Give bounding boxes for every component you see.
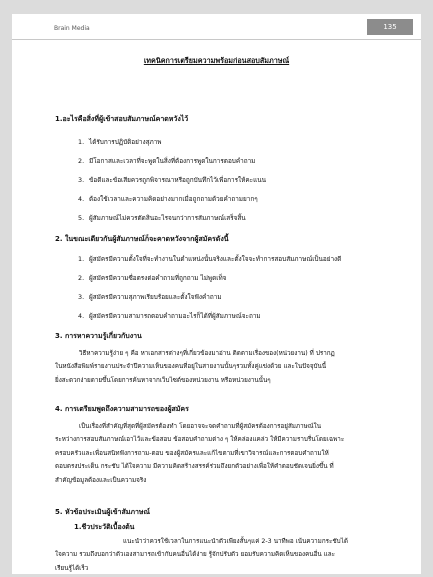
paragraph-line: ในหนังสือพิมพ์รายงานประจำปีความเห็นของคนที่อยู่ในสายงานนั้นๆรวมทั้งคู่แข่งด้วย และในปัจจุบันนี้ [55, 363, 327, 371]
paragraph-line: ยิ่งสะดวกง่ายดายขึ้นโดยการค้นหาจากเว็บไซต์ของหน่วยงาน หรือหน่วยงานนั้นๆ [55, 376, 271, 384]
section-5-heading: 5. หัวข้อประเมินผู้เข้าสัมภาษณ์ [55, 508, 151, 516]
list-item: 2. ผู้สมัครมีความซื่อตรงต่อคำถามที่ถูกถาม ไม่พูดเท็จ [78, 274, 227, 282]
section-4-heading: 4. การเตรียมพูดถึงความสามารถของผู้สมัคร [55, 405, 189, 413]
list-item: 2. มีโอกาสและเวลาที่จะพูดในสิ่งที่ต้องการพูดในการตอบคำถาม [78, 157, 256, 165]
page-header [12, 14, 421, 40]
list-item: 3. ข้อดีและข้อเสียควรถูกพิจารณาหรือถูกบันทึกไว้เพื่อการให้คะแนน [78, 176, 266, 184]
paragraph-line: แนะนำว่าควรใช้เวลาในการแนะนำตัวเพียงสั้นๆแค่ 2-3 นาทีพอ เน้นความกระชับได้ [123, 538, 348, 545]
page-number-badge: 135 [367, 19, 413, 35]
section-3-paragraph [55, 347, 385, 387]
section-2-heading: 2. ในขณะเดียวกันผู้สัมภาษณ์ก็จะคาดหวังจากผู้สมัครดังนี้ [55, 235, 229, 243]
paragraph-line: ตอบตรงประเด็น กระชับ ได้ใจความ มีความคิดสร้างสรรค์ร่วมถึงยกตัวอย่างเพื่อให้คำตอบชัดเจนยิ่งขึ้น ที่ [55, 463, 334, 471]
list-item: 3. ผู้สมัครมีความสุภาพเรียบร้อยและตั้งใจฟังคำถาม [78, 293, 222, 301]
list-item: 1. ได้รับการปฏิบัติอย่างสุภาพ [78, 138, 162, 146]
paragraph-line: เรียนรู้ได้เร็ว [55, 564, 89, 572]
section-5-subheading: 1.ชีวประวัติเบื้องต้น [74, 523, 135, 531]
list-item: 1. ผู้สมัครมีความตั้งใจที่จะทำงานในตำแหน่งนั้นจริงและตั้งใจจะทำการสอบสัมภาษณ์เป็นอย่างดี [78, 255, 342, 263]
section-4-paragraph [55, 420, 385, 487]
section-3-heading: 3. การหาความรู้เกี่ยวกับงาน [55, 332, 142, 340]
list-item: 4. ต้องใช้เวลาและความคิดอย่างมากเมื่อถูกถามด้วยคำถามยากๆ [78, 195, 258, 203]
brand-label: Brain Media [54, 25, 90, 32]
section-5-paragraph [55, 535, 385, 574]
paragraph-line: ครอบครัวและเพื่อนสนิทฟังการถาม-ตอบ ของผู้สมัครและแก้ไขตามที่เขาวิจารณ์และการตอบคำถามให้ [55, 449, 329, 457]
list-item: 4. ผู้สมัครมีความสามารถตอบคำถามอะไรก็ได้ที่ผู้สัมภาษณ์จะถาม [78, 312, 261, 320]
paragraph-line: วิธีหาความรู้ง่าย ๆ คือ หาเอกสารต่างๆที่เกี่ยวข้องมาอ่าน ติดตามเรื่องของ(หน่วยงาน) ที่ ปรากฏ [79, 350, 335, 357]
paragraph-line: ใจความ รวมถึงบอกว่าตัวเองสามารถเข้ากับคนอื่นได้ง่าย รู้จักปรับตัว ยอมรับความคิดเห็นของคนอื่น และ [55, 551, 335, 559]
document-page [12, 14, 421, 574]
document-title: เทคนิคการเตรียมความพร้อมก่อนสอบสัมภาษณ์ [143, 56, 290, 65]
list-item: 5. ผู้สัมภาษณ์ไม่ควรตัดสินอะไรจนกว่าการสัมภาษณ์เสร็จสิ้น [78, 214, 246, 222]
paragraph-line: สำคัญข้อมูลต้องและเป็นความจริง [55, 476, 147, 484]
paragraph-line: เป็นเรื่องที่สำคัญที่สุดที่ผู้สมัครต้องทำ โดยอาจจะจดคำถามที่ผู้สมัครต้องการอยู่สัมภาษณ์ใน [79, 423, 321, 430]
paragraph-line: ระหว่างการสอบสัมภาษณ์เอาไว้และข้อสอบ ข้อสอบคำถามต่าง ๆ ให้คล่องแคล่ว ให้มีความราบรื่นโดยเฉพาะ [55, 436, 345, 444]
section-1-heading: 1.อะไรคือสิ่งที่ผู้เข้าสอบสัมภาษณ์คาดหวังไว้ [55, 115, 189, 123]
